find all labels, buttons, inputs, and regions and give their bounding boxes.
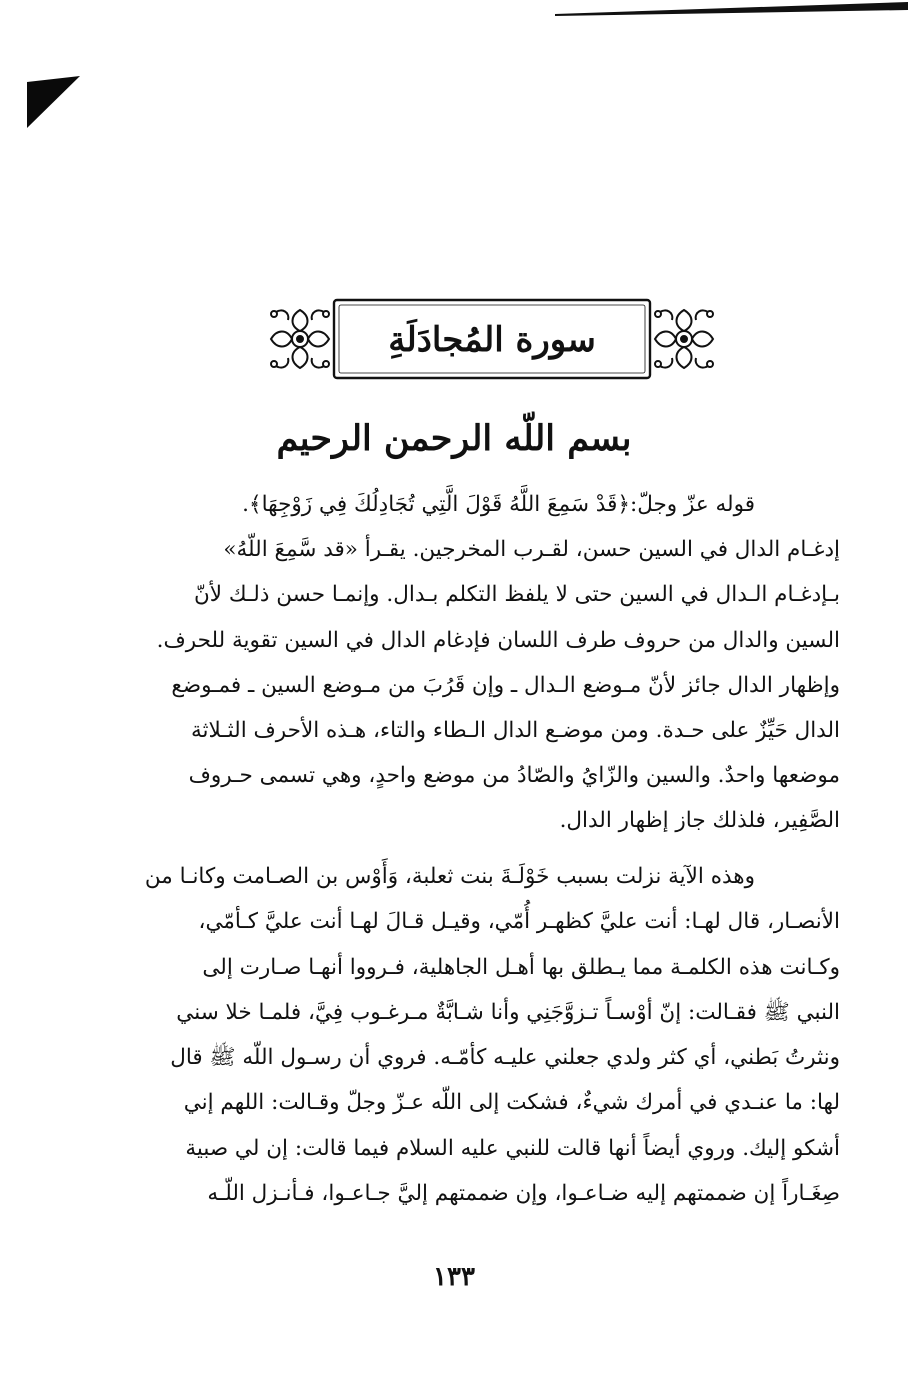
- text-line: وإظهار الدال جائز لأنّ مـوضع الـدال ـ وإن قَرُبَ من مـوضع السين ـ فمـوضع: [171, 672, 840, 698]
- text-line: قوله عزّ وجلّ:﴿قَدْ سَمِعَ اللَّهُ قَوْلَ الَّتِي تُجَادِلُكَ فِي زَوْجِهَا﴾.: [242, 492, 755, 517]
- text-line: السين والدال من حروف طرف اللسان فإدغام الدال في السين تقوية للحرف.: [156, 627, 840, 653]
- surah-title: سورة المُجادَلَةِ: [388, 320, 596, 360]
- text-line: صِغَـاراً إن ضممتهم إليه ضـاعـوا، وإن ضممتهم إليَّ جـاعـوا، فـأنـزل اللّـه: [207, 1181, 840, 1207]
- paragraph-1: [150, 482, 840, 844]
- text-line: أشكو إليك. وروي أيضاً أنها قالت للنبي عليه السلام فيما قالت: إن لي صبية: [185, 1135, 840, 1161]
- text-line: النبي ﷺ فقـالت: إنّ أوْسـاً تـزوَّجَنِي وأنا شـابَّةٌ مـرغـوب فِيَّ، فلمـا خلا سني: [176, 999, 840, 1025]
- text-line: بـإدغـام الـدال في السين حتى لا يلفظ التكلم بـدال. وإنمـا حسن ذلـك لأنّ: [194, 582, 840, 608]
- corner-triangle-mark: [0, 0, 90, 140]
- text-line: الصَّفِير، فلذلك جاز إظهار الدال.: [559, 808, 840, 834]
- paragraph-2: [144, 854, 840, 1216]
- text-line: الأنصـار، قال لهـا: أنت عليَّ كظهـر أُمّي، وقيـل قـالَ لهـا أنت عليَّ كـأمّي،: [198, 909, 840, 935]
- text-line: موضعها واحدٌ. والسين والزّايُ والصّادُ من موضع واحدٍ، وهي تسمى حـروف: [188, 763, 840, 789]
- basmala: بسم اللّه الرحمن الرحيم: [276, 418, 632, 459]
- top-scan-rule: [0, 0, 908, 24]
- text-line: لها: ما عنـدي في أمرك شيءٌ، فشكت إلى اللّه عـزّ وجلّ وقـالت: اللهم إني: [183, 1090, 840, 1116]
- text-line: وهذه الآية نزلت بسبب خَوْلَـةَ بنت ثعلبة، وَأَوْس بن الصـامت وكانـا من: [144, 864, 755, 889]
- page-number: ١٣٣: [433, 1262, 475, 1292]
- text-line: إدغـام الدال في السين حسن، لقـرب المخرجين. يقـرأ «قد سَّمِعَ اللّهُ»: [223, 537, 840, 563]
- surah-header-frame: [262, 290, 722, 390]
- text-line: الدال حَيِّزٌ على حـدة. ومن موضـع الدال الـطاء والتاء، هـذه الأحرف الثـلاثة: [191, 718, 840, 744]
- text-line: ونثرتُ بَطني، أي كثر ولدي جعلني عليـه كأمّـه. فروي أن رسـول اللّه ﷺ قال: [170, 1045, 840, 1071]
- text-line: وكـانت هذه الكلمـة مما يـطلق بها أهـل الجاهلية، فـرووا أنهـا صـارت إلى: [202, 954, 840, 980]
